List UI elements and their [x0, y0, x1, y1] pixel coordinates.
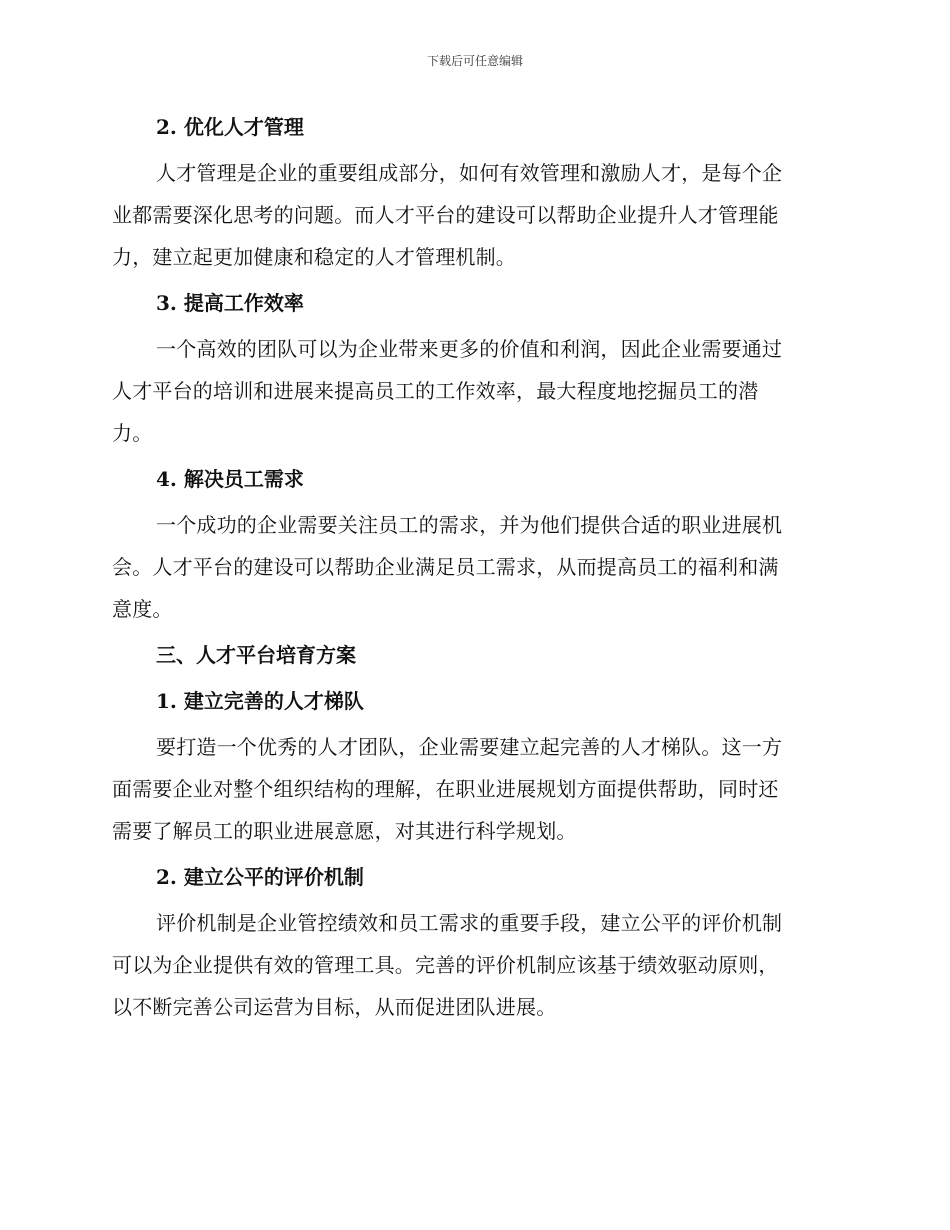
text-line: 一个成功的企业需要关注员工的需求，并为他们提供合适的职业进展机 — [156, 513, 783, 537]
page-header: 下载后可任意编辑 — [426, 54, 523, 68]
text-line: 评价机制是企业管控绩效和员工需求的重要手段，建立公平的评价机制 — [156, 911, 783, 935]
text-line: 力，建立起更加健康和稳定的人才管理机制。 — [112, 245, 516, 269]
text-line: 力。 — [112, 421, 153, 445]
section-heading: 2. 优化人才管理 — [156, 115, 304, 139]
chapter-heading: 三、人才平台培育方案 — [156, 643, 356, 667]
text-line: 意度。 — [112, 597, 173, 621]
text-line: 以不断完善公司运营为目标，从而促进团队进展。 — [112, 995, 557, 1019]
paragraph — [112, 152, 834, 278]
text-line: 要打造一个优秀的人才团队，企业需要建立起完善的人才梯队。这一方 — [156, 735, 783, 759]
text-line: 人才平台的培训和进展来提高员工的工作效率，最大程度地挖掘员工的潜 — [112, 379, 759, 403]
section-heading: 1. 建立完善的人才梯队 — [156, 689, 364, 713]
text-line: 一个高效的团队可以为企业带来更多的价值和利润，因此企业需要通过 — [156, 337, 783, 361]
text-line: 人才管理是企业的重要组成部分，如何有效管理和激励人才，是每个企 — [156, 161, 783, 185]
document-body — [112, 106, 834, 1028]
paragraph — [112, 902, 834, 1028]
paragraph — [112, 504, 834, 630]
text-line: 可以为企业提供有效的管理工具。完善的评价机制应该基于绩效驱动原则， — [112, 953, 779, 977]
text-line: 需要了解员工的职业进展意愿，对其进行科学规划。 — [112, 819, 577, 843]
section-heading: 4. 解决员工需求 — [156, 467, 304, 491]
text-line: 会。人才平台的建设可以帮助企业满足员工需求，从而提高员工的福利和满 — [112, 555, 779, 579]
paragraph — [112, 328, 834, 454]
section-heading: 2. 建立公平的评价机制 — [156, 865, 364, 889]
text-line: 面需要企业对整个组织结构的理解，在职业进展规划方面提供帮助，同时还 — [112, 777, 779, 801]
text-line: 业都需要深化思考的问题。而人才平台的建设可以帮助企业提升人才管理能 — [112, 203, 779, 227]
section-heading: 3. 提高工作效率 — [156, 291, 304, 315]
paragraph — [112, 726, 834, 852]
